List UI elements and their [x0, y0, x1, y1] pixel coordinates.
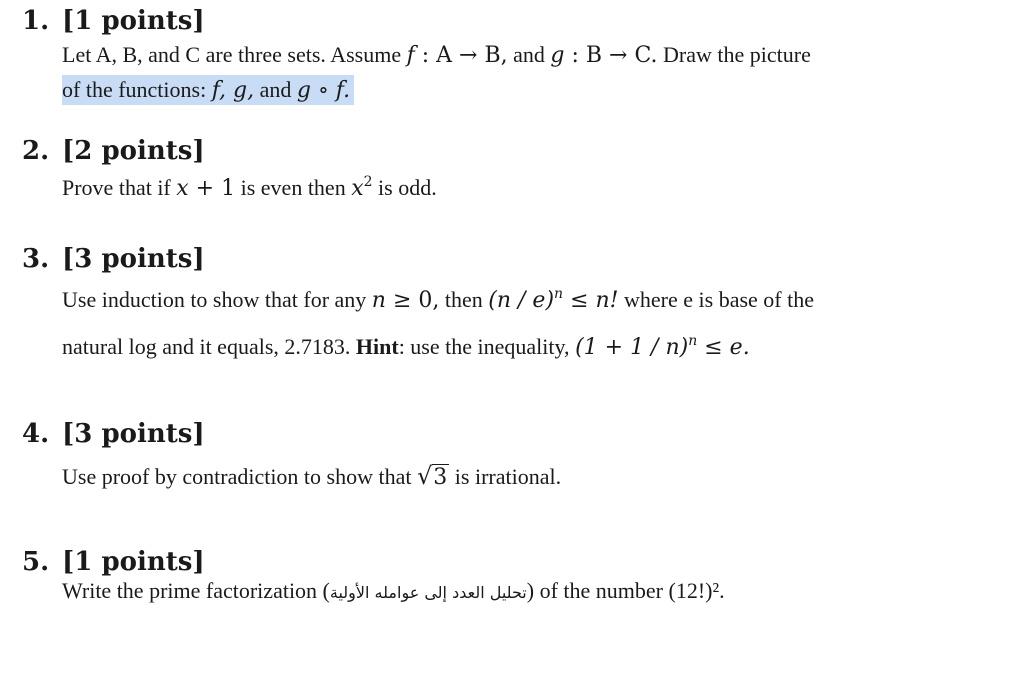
text-segment: ) of the number (12!)².	[526, 578, 725, 603]
math-a-to-b: : A → B,	[414, 43, 508, 68]
arabic-translation: تحليل العدد إلى عوامله الأولية	[329, 583, 527, 602]
math-exponent: 2	[363, 174, 373, 190]
math-leq-e: ≤ e.	[697, 335, 750, 360]
math-x: x	[351, 176, 364, 201]
problem-3-number: 3.	[22, 244, 50, 274]
text-segment: natural log and it equals, 2.7183.	[62, 334, 356, 359]
text-segment: Use induction to show that for any	[62, 287, 372, 312]
text-segment: and	[507, 42, 551, 67]
math-geq-zero: ≥ 0,	[385, 288, 440, 313]
problem-5-points: [1 points]	[62, 547, 205, 577]
math-g-compose-f: g ∘ f.	[296, 78, 351, 103]
problem-2-points: [2 points]	[62, 136, 205, 166]
text-segment: then	[439, 287, 489, 312]
problem-5-text-line-1	[62, 578, 725, 604]
problem-3-points: [3 points]	[62, 244, 205, 274]
math-g: g	[550, 43, 565, 68]
text-segment: Write the prime factorization (	[62, 578, 330, 603]
math-n-over-e: (n / e)	[488, 288, 555, 313]
math-plus-one: + 1	[188, 176, 236, 201]
text-segment: Draw the picture	[657, 42, 811, 67]
radicand: 3	[433, 465, 448, 490]
text-segment: Prove that if	[62, 175, 177, 200]
text-segment: is even then	[235, 175, 352, 200]
math-f-g: f, g,	[211, 78, 255, 103]
problem-1-points: [1 points]	[62, 6, 205, 36]
math-exponent: n	[554, 286, 564, 302]
problem-3-text-line-1	[62, 287, 814, 313]
math-b-to-c: : B → C.	[564, 43, 658, 68]
text-segment: is irrational.	[449, 464, 562, 489]
problem-1-text-line-2	[62, 77, 354, 103]
math-f: f	[406, 43, 415, 68]
selected-text[interactable]	[62, 75, 354, 105]
problem-1-text-line-1	[62, 42, 811, 68]
text-segment: Use proof by contradiction to show that	[62, 464, 417, 489]
text-segment: of the functions:	[62, 77, 212, 102]
math-exponent: n	[688, 333, 698, 349]
text-segment: and	[254, 77, 297, 102]
problem-1-number: 1.	[22, 6, 50, 36]
problem-2-text-line-1	[62, 175, 437, 201]
text-segment: Let A, B, and C are three sets. Assume	[62, 42, 407, 67]
math-sqrt-3	[417, 462, 449, 490]
math-x: x	[176, 176, 189, 201]
hint-label: Hint	[355, 334, 399, 359]
text-segment: : use the inequality,	[398, 334, 576, 359]
radical-sign: √	[417, 462, 433, 490]
text-segment: where e is base of the	[618, 287, 814, 312]
math-n: n	[371, 288, 386, 313]
math-one-plus-one-over-n: (1 + 1 / n)	[575, 335, 689, 360]
problem-2-number: 2.	[22, 136, 50, 166]
text-segment: is odd.	[372, 175, 437, 200]
problem-3-text-line-2	[62, 334, 750, 360]
problem-4-number: 4.	[22, 419, 50, 449]
problem-5-number: 5.	[22, 547, 50, 577]
math-leq-n-factorial: ≤ n!	[563, 288, 619, 313]
problem-4-points: [3 points]	[62, 419, 205, 449]
problem-4-text-line-1	[62, 462, 561, 490]
